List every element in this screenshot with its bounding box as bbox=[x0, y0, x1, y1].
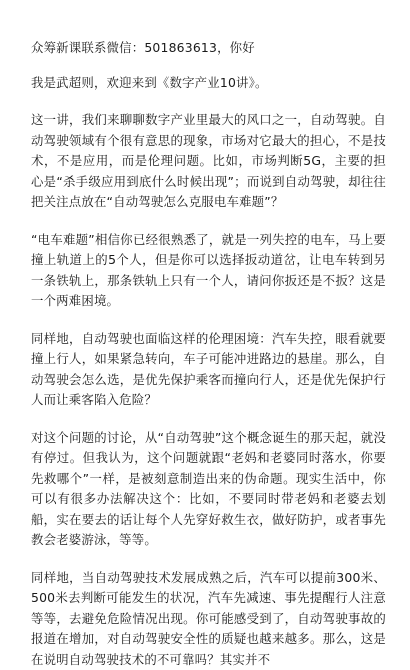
contact-line: 众筹新课联系微信：501863613，你好 bbox=[31, 38, 386, 59]
paragraph-autonomous-driving-ethics: 这一讲，我们来聊聊数字产业里最大的风口之一，自动驾驶。自动驾驶领域有个很有意思的现象，市场对它最大的担心，不是技术，不是应用，而是伦理问题。比如，市场判断5G，主要的担心是“杀手级应用到底什么时候出现”；而说到自动驾驶，却往往把关注点放在“自动驾驶怎么克服电车难题”？ bbox=[31, 110, 386, 213]
paragraph-pseudo-proposition: 对这个问题的讨论，从“自动驾驶”这个概念诞生的那天起，就没有停过。但我认为，这个问题就跟“老妈和老婆同时落水，你要先救哪个”一样，是被刻意制造出来的伪命题。现实生活中，你可以有很多办法解决这个：比如，不要同时带老妈和老婆去划船，实在要去的话让每个人先穿好救生衣，做好防护，或者事先教会老婆游泳，等等。 bbox=[31, 428, 386, 551]
intro-line: 我是武超则，欢迎来到《数字产业10讲》。 bbox=[31, 73, 386, 94]
paragraph-technology-maturity: 同样地，当自动驾驶技术发展成熟之后，汽车可以提前300米、500米去判断可能发生的状况，汽车先减速、事先提醒行人注意等等，去避免危险情况出现。你可能感受到了，自动驾驶事故的报道在增加，对自动驾驶安全性的质疑也越来越多。那么，这是在说明自动驾驶技术的不可靠吗？其实并不 bbox=[31, 568, 386, 670]
paragraph-ethical-dilemma: 同样地，自动驾驶也面临这样的伦理困境：汽车失控，眼看就要撞上行人，如果紧急转向，车子可能冲进路边的悬崖。那么，自动驾驶会怎么选，是优先保护乘客而撞向行人，还是优先保护行人而让乘客陷入危险？ bbox=[31, 329, 386, 411]
paragraph-trolley-problem: “电车难题”相信你已经很熟悉了，就是一列失控的电车，马上要撞上轨道上的5个人，但是你可以选择扳动道岔，让电车转到另一条铁轨上，那条铁轨上只有一个人，请问你扳还是不扳？这是一个两难困境。 bbox=[31, 230, 386, 312]
